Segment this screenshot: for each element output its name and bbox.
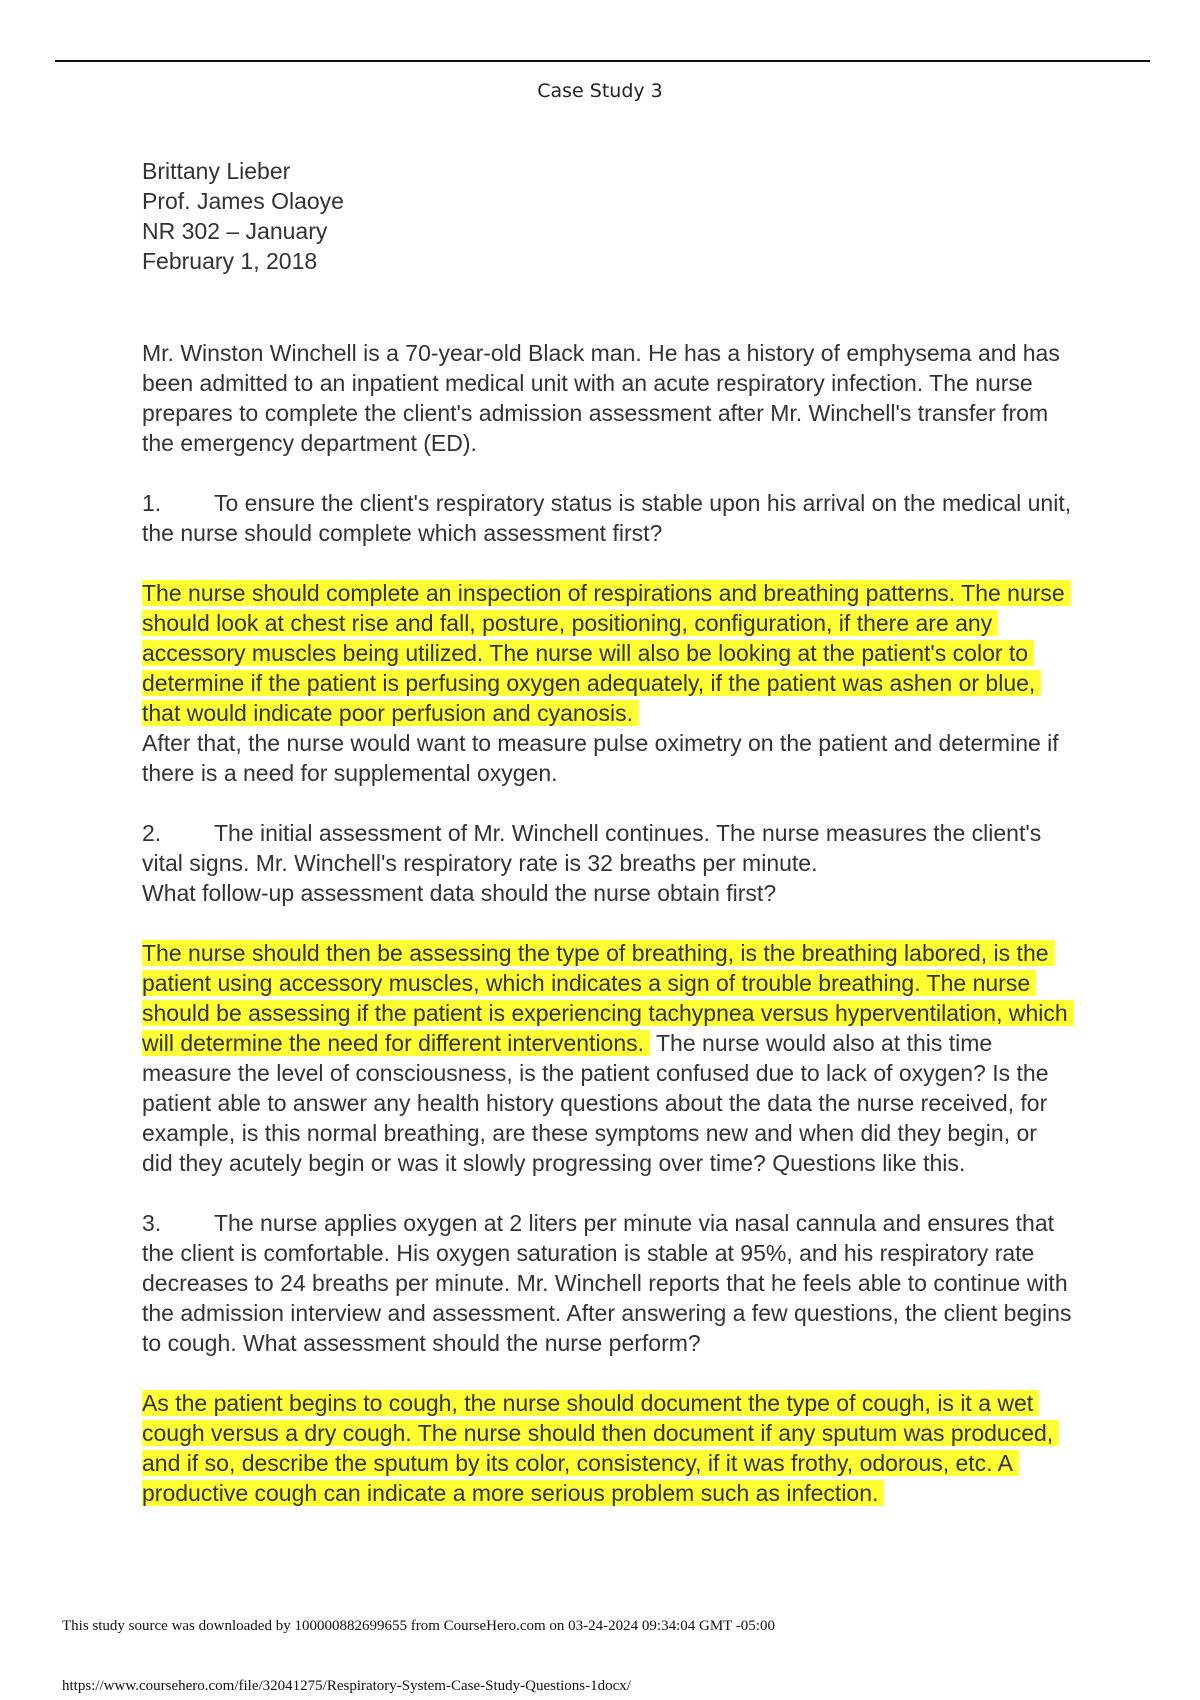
question-number: 1. — [142, 490, 162, 516]
question-text: The initial assessment of Mr. Winchell continues. The nurse measures the client's vital signs. Mr. Winchell's respiratory rate is 32 breaths per minute. — [142, 820, 1042, 876]
question-3 — [142, 1208, 1072, 1358]
answer-3 — [142, 1388, 1072, 1508]
highlighted-answer: The nurse should then be assessing the type of breathing, is the breathing labored, is the patient using accessory muscles, which indicates a sign of trouble breathing. The nurse should be assessing if the patient is experiencing tachypnea versus hyperventilation, which will determine the need for different interventions. — [142, 940, 1074, 1056]
document-body — [142, 156, 1072, 1508]
intro-paragraph: Mr. Winston Winchell is a 70-year-old Black man. He has a history of emphysema and has been admitted to an inpatient medical unit with an acute respiratory infection. The nurse prepares to complete the client's admission assessment after Mr. Winchell's transfer from the emergency department (ED). — [142, 340, 1060, 456]
highlighted-answer: The nurse should complete an inspection of respirations and breathing patterns. The nurse should look at chest rise and fall, posture, positioning, configuration, if there are any accessory muscles being utilized. The nurse will also be looking at the patient's color to determine if the patient is perfusing oxygen adequately, if the patient was ashen or blue, that would indicate poor perfusion and cyanosis. — [142, 580, 1071, 726]
question-2 — [142, 818, 1072, 908]
question-number: 3. — [142, 1210, 162, 1236]
question-text: To ensure the client's respiratory status is stable upon his arrival on the medical unit, the nurse should complete which assessment first? — [142, 490, 1072, 546]
question-text: The nurse applies oxygen at 2 liters per minute via nasal cannula and ensures that the client is comfortable. His oxygen saturation is stable at 95%, and his respiratory rate decreases to 24 breaths per minute. Mr. Winchell reports that he feels able to continue with the admission interview and assessment. After answering a few questions, the client begins to cough. What assessment should the nurse perform? — [142, 1210, 1072, 1356]
top-rule — [55, 60, 1150, 62]
document-date: February 1, 2018 — [142, 248, 318, 274]
question-number: 2. — [142, 820, 162, 846]
answer-2 — [142, 938, 1072, 1178]
answer-text: After that, the nurse would want to measure pulse oximetry on the patient and determine if there is a need for supplemental oxygen. — [142, 730, 1059, 786]
page-title: Case Study 3 — [537, 80, 663, 102]
course-name: NR 302 – January — [142, 218, 328, 244]
source-url[interactable]: https://www.coursehero.com/file/32041275/Respiratory-System-Case-Study-Questions-1docx/ — [62, 1678, 631, 1694]
professor-name: Prof. James Olaoye — [142, 188, 344, 214]
question-followup-text: What follow-up assessment data should the nurse obtain first? — [142, 880, 777, 906]
author-name: Brittany Lieber — [142, 158, 291, 184]
answer-1 — [142, 578, 1072, 788]
highlighted-answer: As the patient begins to cough, the nurse should document the type of cough, is it a wet cough versus a dry cough. The nurse should then document if any sputum was produced, and if so, describe the sputum by its color, consistency, if it was frothy, odorous, etc. A productive cough can indicate a more serious problem such as infection. — [142, 1390, 1059, 1506]
answer-text: The nurse would also at this time measure the level of consciousness, is the patient confused due to lack of oxygen? Is the patient able to answer any health history questions about the data the nurse received, for example, is this normal breathing, are these symptoms new and when did they begin, or did they acutely begin or was it slowly progressing over time? Questions like this. — [142, 1030, 1049, 1176]
heading-block — [142, 156, 1072, 276]
question-1 — [142, 488, 1072, 548]
download-notice: This study source was downloaded by 100000882699655 from CourseHero.com on 03-24-2024 09:34:04 GMT -05:00 — [62, 1618, 775, 1634]
